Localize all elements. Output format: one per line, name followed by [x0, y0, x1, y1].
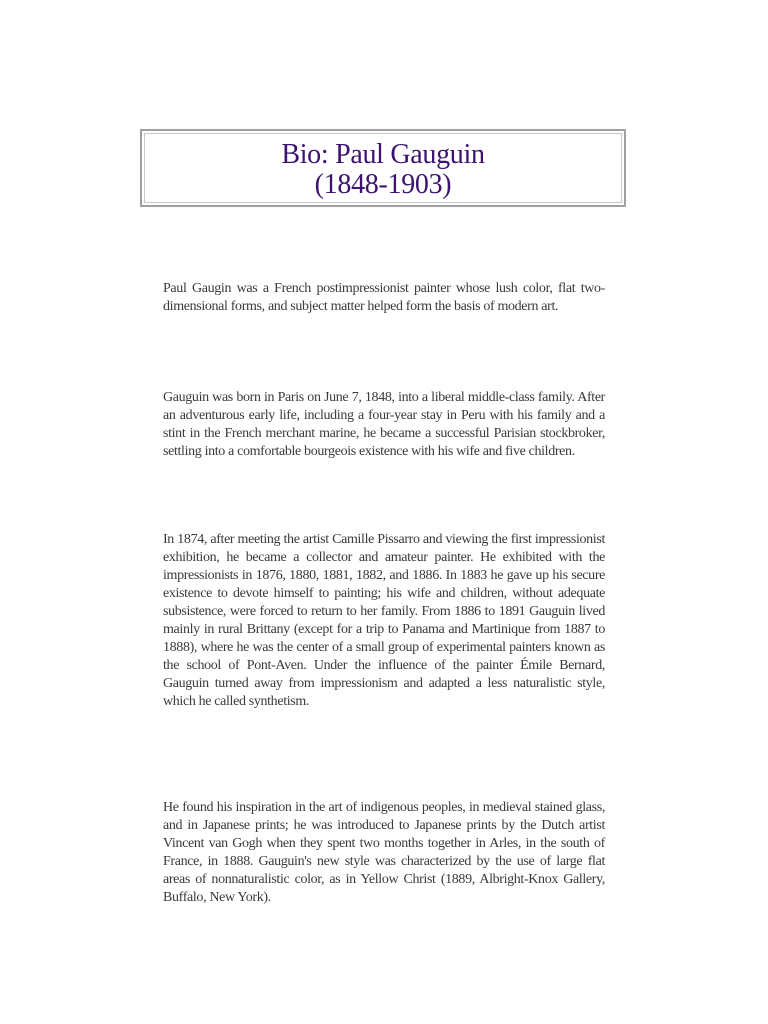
paragraph-early-life: Gauguin was born in Paris on June 7, 1848, into a liberal middle-class family. After an adventurous early life, including a four-year stay in Peru with his family and a stint in the French merchant marine, he became a successful Parisian stockbroker, settling into a comfortable bourgeois existence with his wife and five children.: [163, 390, 605, 459]
page-title-dates: (1848-1903): [314, 169, 452, 200]
page-title: Bio: Paul Gauguin: [281, 139, 485, 170]
paragraph-intro: Paul Gaugin was a French postimpressionist painter whose lush color, flat two-dimensional forms, and subject matter helped form the basis of modern art.: [163, 281, 605, 314]
title-box: [140, 129, 626, 207]
paragraph-career: In 1874, after meeting the artist Camille Pissarro and viewing the first impressionist exhibition, he became a collector and amateur painter. He exhibited with the impressionists in 1876, 1880, 1881, 1882, and 1886. In 1883 he gave up his secure existence to devote himself to painting; his wife and children, without adequate subsistence, were forced to return to her family. From 1886 to 1891 Gauguin lived mainly in rural Brittany (except for a trip to Panama and Martinique from 1887 to 1888), where he was the center of a small group of experimental painters known as the school of Pont-Aven. Under the influence of the painter Émile Bernard, Gauguin turned away from impressionism and adapted a less naturalistic style, which he called synthetism.: [163, 532, 605, 709]
paragraph-inspiration: He found his inspiration in the art of indigenous peoples, in medieval stained glass, and in Japanese prints; he was introduced to Japanese prints by the Dutch artist Vincent van Gogh when they spent two months together in Arles, in the south of France, in 1888. Gauguin's new style was characterized by the use of large flat areas of nonnaturalistic color, as in Yellow Christ (1889, Albright-Knox Gallery, Buffalo, New York).: [163, 800, 605, 905]
